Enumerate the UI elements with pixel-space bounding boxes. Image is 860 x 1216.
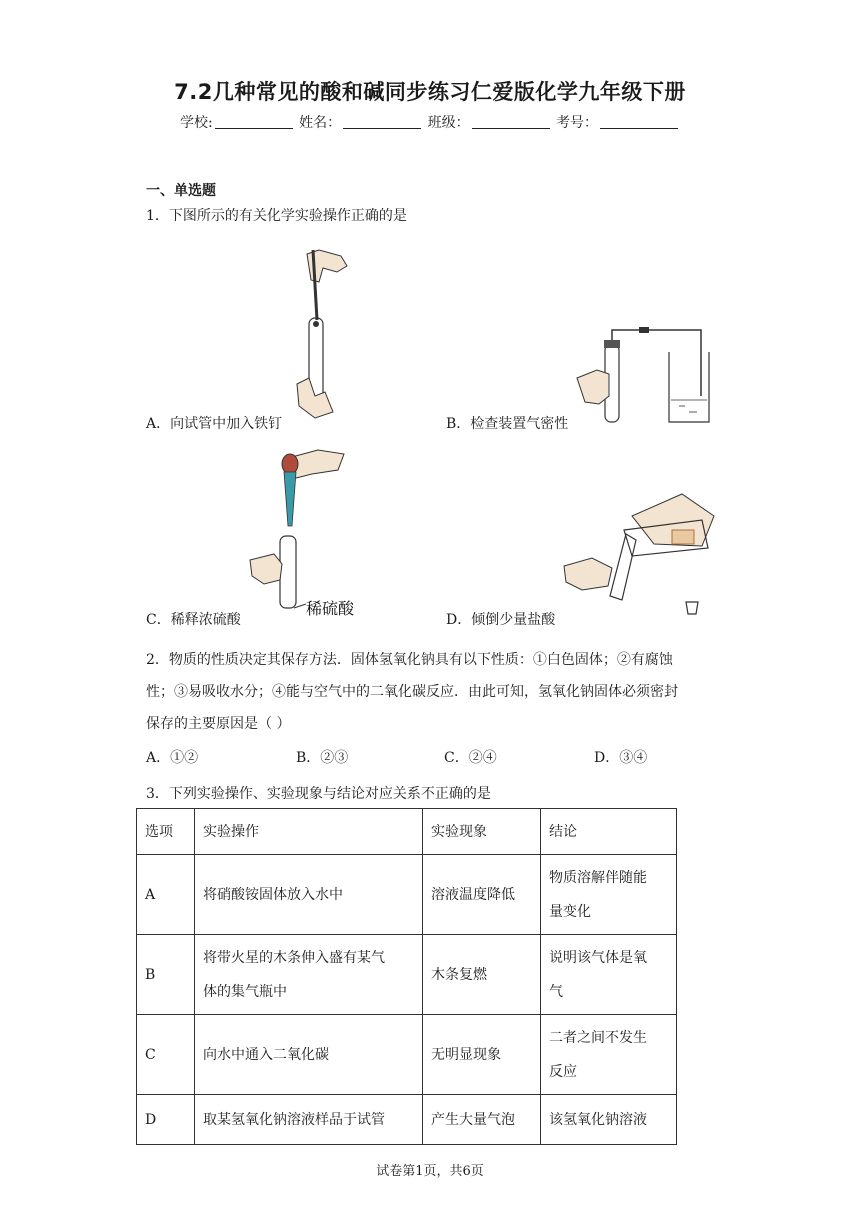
q2-option-a[interactable]: A．①② <box>146 750 199 766</box>
table-row <box>137 935 677 1015</box>
q2-option-b[interactable]: B．②③ <box>296 750 349 766</box>
exam-number-label: 考号： <box>556 115 599 131</box>
cell-conclusion: 说明该气体是氧 气 <box>541 935 677 1015</box>
table-row <box>137 1015 677 1095</box>
figure-c-illustration <box>248 448 368 618</box>
class-blank[interactable] <box>472 114 550 129</box>
cell-operation: 向水中通入二氧化碳 <box>195 1015 423 1095</box>
figure-b-illustration <box>575 326 715 426</box>
q1-option-a[interactable]: A．向试管中加入铁钉 <box>146 416 283 432</box>
school-label: 学校: <box>179 115 213 131</box>
cell-phenomenon: 溶液温度降低 <box>423 855 541 935</box>
q1-option-c[interactable]: C．稀释浓硫酸 <box>146 612 241 628</box>
cell-option: D <box>137 1095 195 1145</box>
exam-number-blank[interactable] <box>600 114 678 129</box>
table-header-row <box>137 809 677 855</box>
figure-c-label: 稀硫酸 <box>306 599 355 618</box>
table-row <box>137 855 677 935</box>
page-title: 7.2几种常见的酸和碱同步练习仁爱版化学九年级下册 <box>174 80 686 104</box>
cell-option: B <box>137 935 195 1015</box>
school-blank[interactable] <box>215 114 293 129</box>
page-footer: 试卷第1页，共6页 <box>376 1164 484 1179</box>
header-operation: 实验操作 <box>195 809 423 855</box>
class-label: 班级： <box>427 115 470 131</box>
cell-conclusion: 该氢氧化钠溶液 <box>541 1095 677 1145</box>
q1-option-b[interactable]: B．检查装置气密性 <box>446 416 569 432</box>
cell-operation: 取某氢氧化钠溶液样品于试管 <box>195 1095 423 1145</box>
q3-stem: 3．下列实验操作、实验现象与结论对应关系不正确的是 <box>146 786 491 802</box>
header-option: 选项 <box>137 809 195 855</box>
q2-option-d[interactable]: D．③④ <box>594 750 648 766</box>
q1-stem: 1．下图所示的有关化学实验操作正确的是 <box>146 208 407 224</box>
cell-option: C <box>137 1015 195 1095</box>
header-phenomenon: 实验现象 <box>423 809 541 855</box>
cell-option: A <box>137 855 195 935</box>
section-title: 一、单选题 <box>146 183 216 199</box>
q2-stem-line-1: 2．物质的性质决定其保存方法．固体氢氧化钠具有以下性质：①白色固体；②有腐蚀 <box>146 652 673 668</box>
figure-a-illustration <box>285 246 355 421</box>
name-label: 姓名： <box>299 115 342 131</box>
cell-phenomenon: 木条复燃 <box>423 935 541 1015</box>
q2-option-c[interactable]: C．②④ <box>444 750 497 766</box>
name-blank[interactable] <box>343 114 421 129</box>
cell-conclusion: 物质溶解伴随能 量变化 <box>541 855 677 935</box>
q2-stem-line-3: 保存的主要原因是（ ） <box>146 716 291 732</box>
cell-phenomenon: 产生大量气泡 <box>423 1095 541 1145</box>
cell-operation: 将带火星的木条伸入盛有某气 体的集气瓶中 <box>195 935 423 1015</box>
cell-operation: 将硝酸铵固体放入水中 <box>195 855 423 935</box>
q3-table <box>136 808 677 1145</box>
q2-stem-line-2: 性；③易吸收水分；④能与空气中的二氧化碳反应．由此可知，氢氧化钠固体必须密封 <box>146 684 678 700</box>
header-conclusion: 结论 <box>541 809 677 855</box>
student-info-line <box>0 112 860 132</box>
cell-phenomenon: 无明显现象 <box>423 1015 541 1095</box>
table-row <box>137 1095 677 1145</box>
q1-option-d[interactable]: D．倾倒少量盐酸 <box>446 612 556 628</box>
figure-d-illustration <box>562 486 722 618</box>
cell-conclusion: 二者之间不发生 反应 <box>541 1015 677 1095</box>
